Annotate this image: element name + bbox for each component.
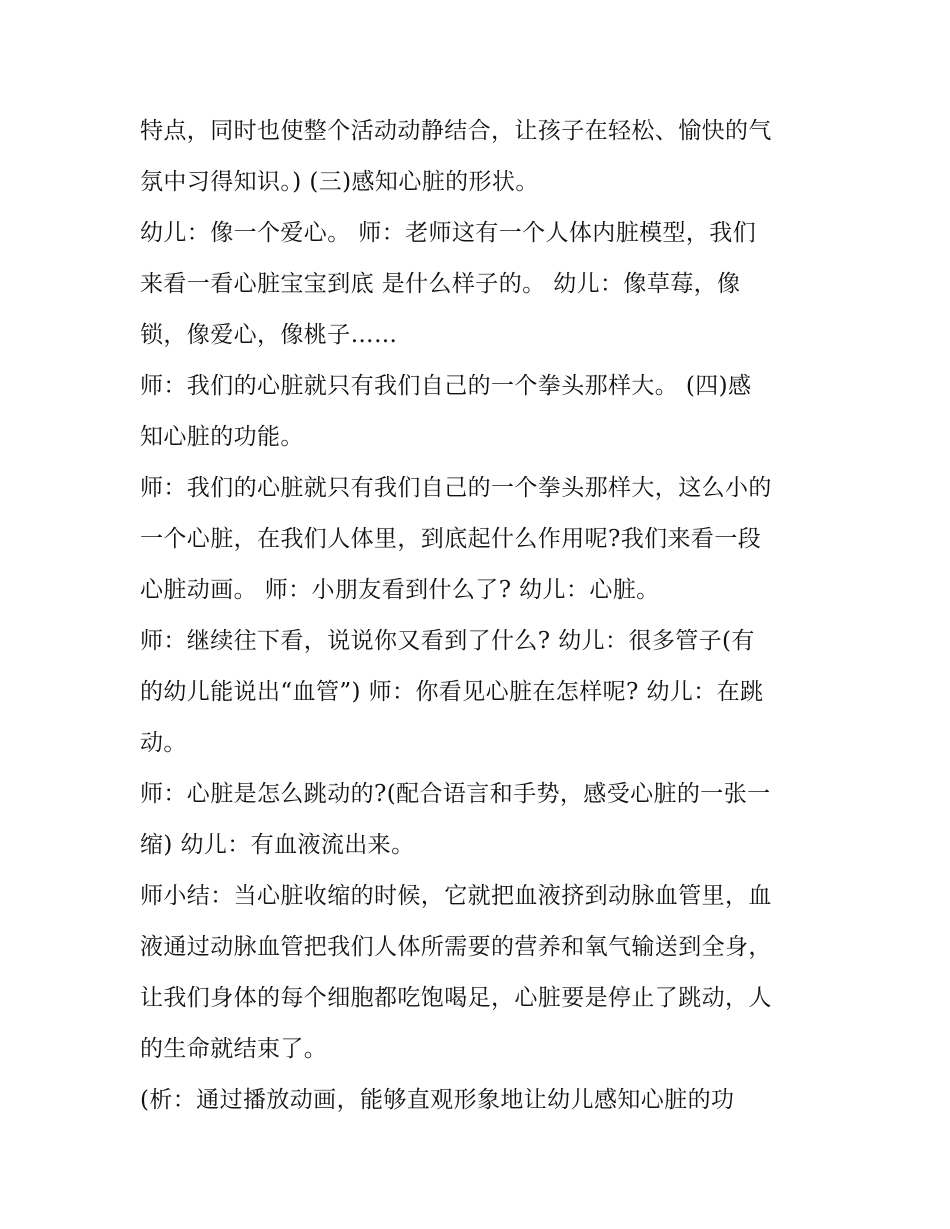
text-line: 知心脏的功能。 [140,424,304,450]
text-line: 师：我们的心脏就只有我们自己的一个拳头那样大，这么小的 [140,475,772,501]
text-line: 的幼儿能说出“血管”) 师：你看见心脏在怎样呢? 幼儿：在跳 [140,679,764,705]
text-line: 一个心脏，在我们人体里，到底起什么作用呢?我们来看一段 [140,526,762,552]
text-line: 师小结：当心脏收缩的时候，它就把血液挤到动脉血管里，血 [140,883,772,909]
text-line: 液通过动脉血管把我们人体所需要的营养和氧气输送到全身， [140,934,772,960]
text-line: 缩) 幼儿：有血液流出来。 [140,832,415,858]
text-line: 动。 [140,730,187,756]
text-line: 师：继续往下看，说说你又看到了什么? 幼儿：很多管子(有 [140,628,755,654]
text-line: 特点，同时也使整个活动动静结合，让孩子在轻松、愉快的气 [140,118,772,144]
text-line: 锁，像爱心，像桃子…… [140,322,398,348]
text-line: 来看一看心脏宝宝到底 是什么样子的。 幼儿：像草莓，像 [140,271,741,297]
text-line: 心脏动画。 师：小朋友看到什么了? 幼儿：心脏。 [140,577,660,603]
text-line: 幼儿：像一个爱心。 师：老师这有一个人体内脏模型，我们 [140,220,757,246]
document-body [140,106,820,1126]
text-line: (析：通过播放动画，能够直观形象地让幼儿感知心脏的功 [140,1087,735,1113]
text-line: 让我们身体的每个细胞都吃饱喝足，心脏要是停止了跳动，人 [140,985,772,1011]
text-line: 师：心脏是怎么跳动的?(配合语言和手势，感受心脏的一张一 [140,781,771,807]
text-line: 师：我们的心脏就只有我们自己的一个拳头那样大。 (四)感 [140,373,752,399]
text-line: 氛中习得知识。) (三)感知心脏的形状。 [140,169,539,195]
text-line: 的生命就结束了。 [140,1036,328,1062]
